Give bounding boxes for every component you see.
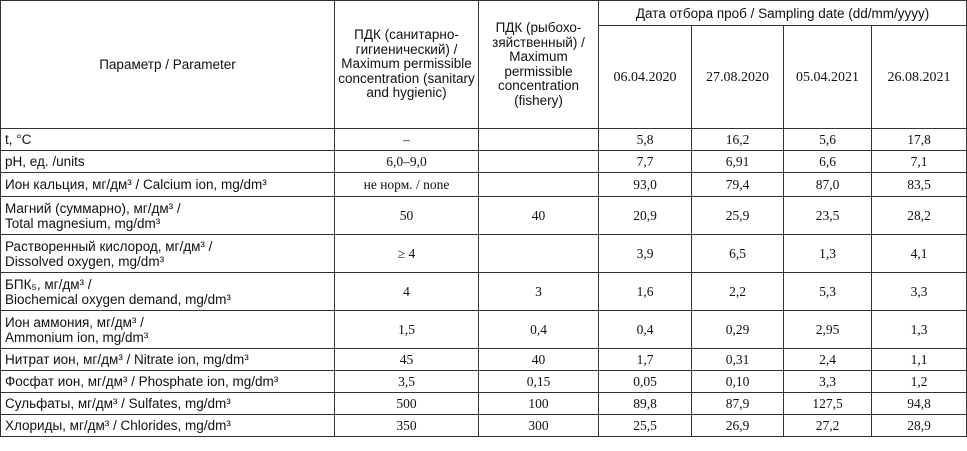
row-pdk-fishery: 3: [479, 273, 599, 311]
row-pdk-fishery: 100: [479, 393, 599, 415]
row-value-date-2: 79,4: [692, 173, 784, 197]
row-pdk-sanitary: 350: [335, 415, 479, 437]
parameter-line-1: t, °C: [5, 132, 32, 147]
parameter-line-2: Biochemical oxygen demand, mg/dm³: [5, 291, 231, 307]
header-date-2: 27.08.2020: [692, 26, 784, 129]
row-pdk-fishery: [479, 151, 599, 173]
row-pdk-sanitary: 3,5: [335, 371, 479, 393]
row-value-date-2: 0,29: [692, 311, 784, 349]
row-value-date-3: 5,3: [784, 273, 872, 311]
row-value-date-3: 23,5: [784, 197, 872, 235]
row-value-date-2: 0,31: [692, 349, 784, 371]
row-value-date-4: 7,1: [872, 151, 967, 173]
row-pdk-fishery: [479, 173, 599, 197]
parameter-line-2: Ammonium ion, mg/dm³: [5, 329, 149, 345]
row-parameter: [1, 311, 335, 349]
row-pdk-fishery: 40: [479, 349, 599, 371]
parameter-line-1: Растворенный кислород, мг/дм³ /: [5, 238, 213, 254]
row-pdk-sanitary: 500: [335, 393, 479, 415]
table-row: [1, 235, 967, 273]
header-pdk-fishery: ПДК (рыбохо-зяйственный) / Maximum permissible concentration (fishery): [479, 1, 599, 129]
row-parameter: [1, 235, 335, 273]
parameter-line-1: Ион аммония, мг/дм³ /: [5, 314, 144, 330]
row-parameter: [1, 415, 335, 437]
header-parameter: Параметр / Parameter: [1, 1, 335, 129]
row-pdk-sanitary: 45: [335, 349, 479, 371]
row-value-date-1: 3,9: [599, 235, 692, 273]
row-value-date-4: 1,1: [872, 349, 967, 371]
row-value-date-1: 89,8: [599, 393, 692, 415]
row-value-date-3: 87,0: [784, 173, 872, 197]
row-pdk-fishery: 0,15: [479, 371, 599, 393]
row-value-date-4: 83,5: [872, 173, 967, 197]
header-date-3: 05.04.2021: [784, 26, 872, 129]
row-pdk-fishery: [479, 129, 599, 151]
row-value-date-3: 3,3: [784, 371, 872, 393]
parameter-line-2: Total magnesium, mg/dm³: [5, 215, 161, 231]
row-value-date-1: 5,8: [599, 129, 692, 151]
row-pdk-sanitary: –: [335, 129, 479, 151]
row-pdk-sanitary: не норм. / none: [335, 173, 479, 197]
parameter-line-1: Хлориды, мг/дм³ / Chlorides, mg/dm³: [5, 418, 231, 433]
row-pdk-sanitary: 1,5: [335, 311, 479, 349]
row-value-date-3: 127,5: [784, 393, 872, 415]
row-value-date-4: 28,2: [872, 197, 967, 235]
row-value-date-4: 4,1: [872, 235, 967, 273]
parameter-line-1: Сульфаты, мг/дм³ / Sulfates, mg/dm³: [5, 396, 231, 411]
header-date-4: 26.08.2021: [872, 26, 967, 129]
row-value-date-4: 1,2: [872, 371, 967, 393]
row-parameter: [1, 129, 335, 151]
parameter-line-1: Ион кальция, мг/дм³ / Calcium ion, mg/dm³: [5, 177, 267, 192]
parameter-line-2: Dissolved oxygen, mg/dm³: [5, 253, 165, 269]
row-parameter: [1, 393, 335, 415]
row-parameter: [1, 151, 335, 173]
table-row: [1, 273, 967, 311]
row-value-date-3: 1,3: [784, 235, 872, 273]
table-row: [1, 393, 967, 415]
row-value-date-4: 1,3: [872, 311, 967, 349]
row-value-date-1: 20,9: [599, 197, 692, 235]
row-pdk-fishery: [479, 235, 599, 273]
row-pdk-fishery: 40: [479, 197, 599, 235]
row-value-date-2: 2,2: [692, 273, 784, 311]
row-value-date-2: 0,10: [692, 371, 784, 393]
row-pdk-fishery: 0,4: [479, 311, 599, 349]
row-parameter: [1, 273, 335, 311]
table-body: [1, 129, 967, 437]
row-pdk-sanitary: 4: [335, 273, 479, 311]
row-value-date-2: 16,2: [692, 129, 784, 151]
row-value-date-2: 6,5: [692, 235, 784, 273]
row-parameter: [1, 173, 335, 197]
row-value-date-2: 87,9: [692, 393, 784, 415]
table-row: [1, 415, 967, 437]
header-date-1: 06.04.2020: [599, 26, 692, 129]
row-pdk-fishery: 300: [479, 415, 599, 437]
table-row: [1, 311, 967, 349]
row-value-date-1: 0,4: [599, 311, 692, 349]
row-pdk-sanitary: 50: [335, 197, 479, 235]
row-value-date-4: 3,3: [872, 273, 967, 311]
row-parameter: [1, 197, 335, 235]
row-value-date-4: 94,8: [872, 393, 967, 415]
parameter-line-1: pH, ед. /units: [5, 154, 85, 169]
row-pdk-sanitary: 6,0–9,0: [335, 151, 479, 173]
parameter-line-1: Магний (суммарно), мг/дм³ /: [5, 200, 181, 216]
row-value-date-4: 28,9: [872, 415, 967, 437]
row-value-date-1: 7,7: [599, 151, 692, 173]
table-row: [1, 371, 967, 393]
row-value-date-3: 27,2: [784, 415, 872, 437]
row-value-date-3: 5,6: [784, 129, 872, 151]
row-parameter: [1, 349, 335, 371]
row-value-date-3: 2,4: [784, 349, 872, 371]
table-row: [1, 151, 967, 173]
table-row: [1, 197, 967, 235]
row-value-date-2: 6,91: [692, 151, 784, 173]
row-value-date-4: 17,8: [872, 129, 967, 151]
row-value-date-3: 2,95: [784, 311, 872, 349]
row-value-date-1: 0,05: [599, 371, 692, 393]
header-pdk-sanitary: ПДК (санитарно-гигиенический) / Maximum permissible concentration (sanitary and hygienic): [335, 1, 479, 129]
row-value-date-1: 25,5: [599, 415, 692, 437]
row-pdk-sanitary: ≥ 4: [335, 235, 479, 273]
row-value-date-1: 1,6: [599, 273, 692, 311]
row-value-date-1: 1,7: [599, 349, 692, 371]
header-sampling-date: Дата отбора проб / Sampling date (dd/mm/yyyy): [599, 1, 967, 26]
row-value-date-1: 93,0: [599, 173, 692, 197]
row-value-date-2: 26,9: [692, 415, 784, 437]
row-value-date-2: 25,9: [692, 197, 784, 235]
table-row: [1, 129, 967, 151]
row-value-date-3: 6,6: [784, 151, 872, 173]
parameter-line-1: Нитрат ион, мг/дм³ / Nitrate ion, mg/dm³: [5, 352, 249, 367]
parameter-line-1: Фосфат ион, мг/дм³ / Phosphate ion, mg/dm³: [5, 374, 279, 389]
table-row: [1, 173, 967, 197]
parameter-line-1: БПК₅, мг/дм³ /: [5, 276, 92, 292]
table-row: [1, 349, 967, 371]
row-parameter: [1, 371, 335, 393]
